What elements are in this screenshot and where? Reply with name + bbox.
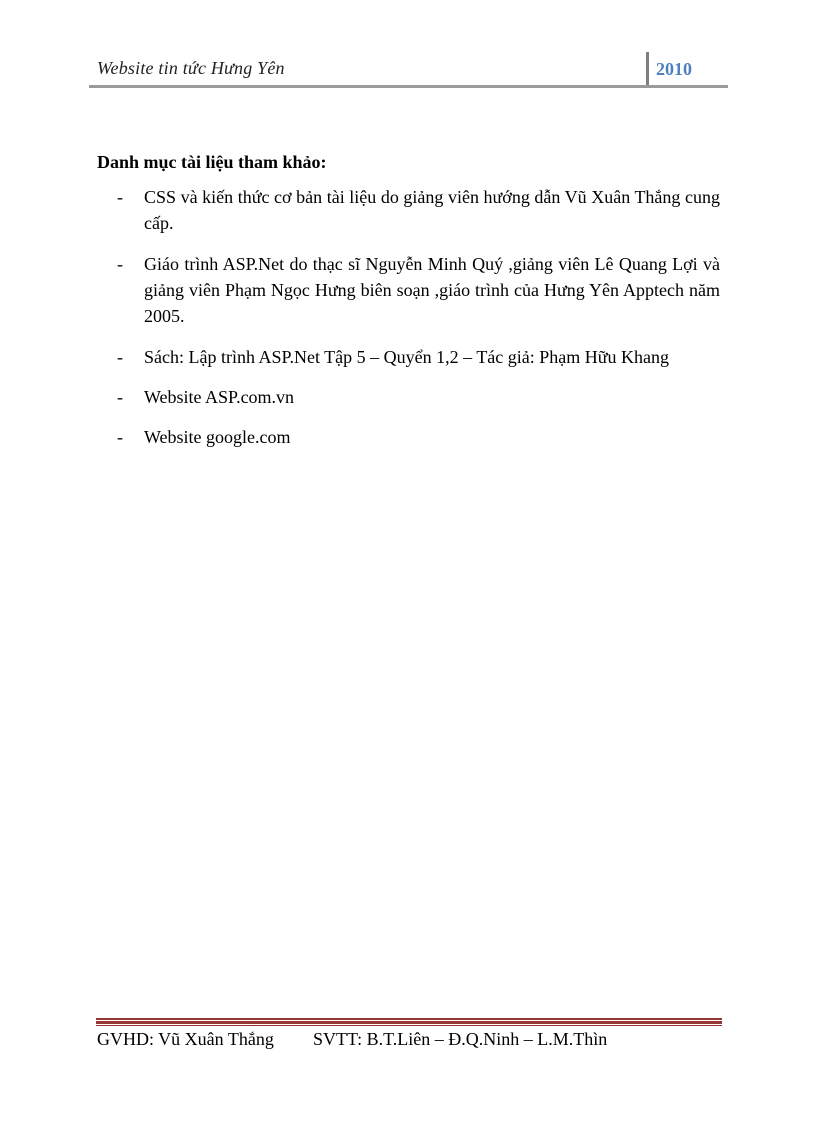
footer-advisor: GVHD: Vũ Xuân Thắng bbox=[97, 1029, 274, 1049]
reference-text: CSS và kiến thức cơ bản tài liệu do giảng viên hướng dẫn Vũ Xuân Thắng cung cấp. bbox=[144, 187, 720, 233]
list-item bbox=[117, 344, 720, 370]
bullet-dash: - bbox=[117, 387, 123, 407]
reference-text: Giáo trình ASP.Net do thạc sĩ Nguyễn Minh Quý ,giảng viên Lê Quang Lợi và giảng viên Phạm Ngọc Hưng biên soạn ,giáo trình của Hưng Yên Apptech năm 2005. bbox=[144, 254, 720, 326]
reference-text: Sách: Lập trình ASP.Net Tập 5 – Quyển 1,2 – Tác giả: Phạm Hữu Khang bbox=[144, 347, 670, 367]
header-title: Website tin tức Hưng Yên bbox=[97, 58, 285, 78]
reference-text: Website google.com bbox=[144, 427, 291, 447]
bullet-dash: - bbox=[117, 347, 123, 367]
footer-rule bbox=[96, 1025, 722, 1026]
list-item bbox=[117, 184, 720, 236]
footer-rule bbox=[96, 1018, 722, 1020]
footer-rule bbox=[96, 1021, 722, 1024]
bullet-dash: - bbox=[117, 427, 123, 447]
header-divider bbox=[646, 52, 649, 86]
section-heading: Danh mục tài liệu tham khảo: bbox=[97, 152, 327, 172]
list-item bbox=[117, 424, 720, 450]
header-rule bbox=[89, 85, 728, 88]
footer-students: SVTT: B.T.Liên – Đ.Q.Ninh – L.M.Thìn bbox=[313, 1029, 608, 1049]
list-item bbox=[117, 384, 720, 410]
reference-text: Website ASP.com.vn bbox=[144, 387, 295, 407]
list-item bbox=[117, 251, 720, 329]
bullet-dash: - bbox=[117, 187, 123, 207]
bullet-dash: - bbox=[117, 254, 123, 274]
header-year: 2010 bbox=[656, 59, 692, 79]
